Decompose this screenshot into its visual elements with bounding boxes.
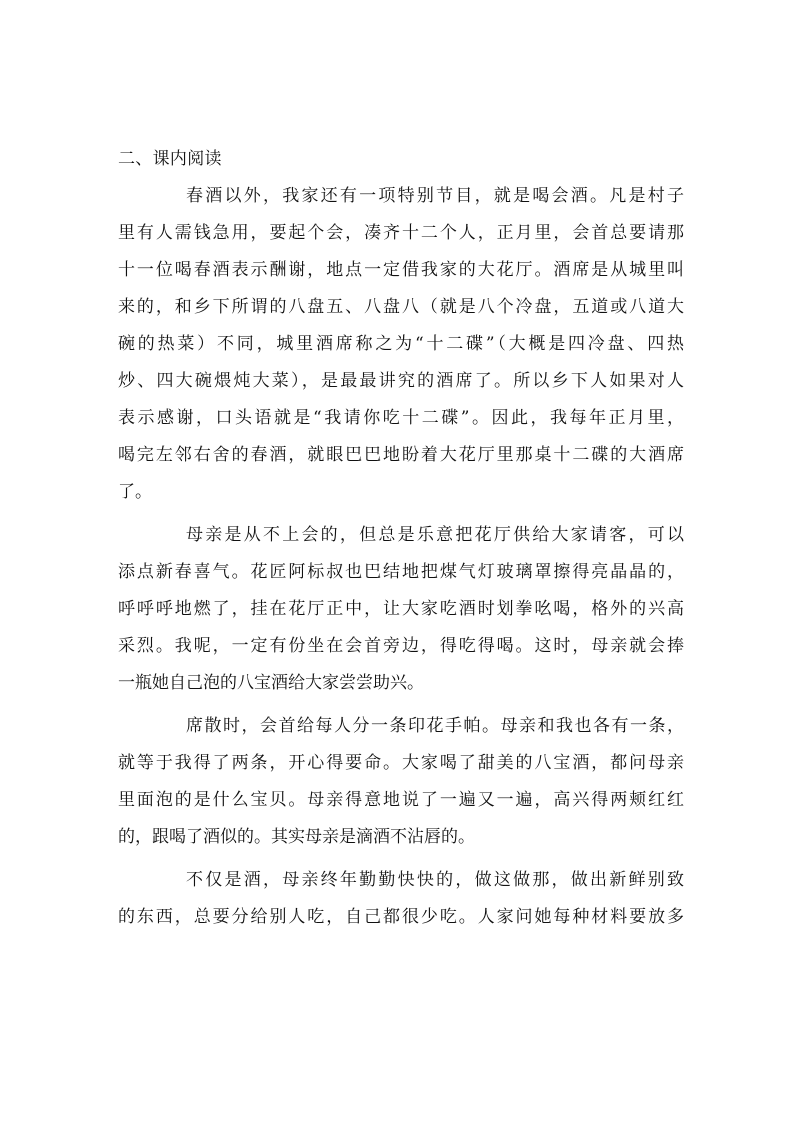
paragraph-4 [118, 862, 684, 936]
text-line: 添点新春喜气。花匠阿标叔也巴结地把煤气灯玻璃罩擦得亮晶晶的， [118, 562, 684, 582]
paragraph-3 [118, 708, 684, 856]
text-line: 里面泡的是什么宝贝。母亲得意地说了一遍又一遍，高兴得两颊红红 [118, 790, 684, 810]
text-line: 一瓶她自己泡的八宝酒给大家尝尝助兴。 [118, 673, 424, 693]
paragraph-1 [118, 178, 684, 511]
text-line: 春酒以外，我家还有一项特别节目，就是喝会酒。凡是村子 [186, 186, 684, 206]
text-line: 呼呼呼地燃了，挂在花厅正中，让大家吃酒时划拳吆喝，格外的兴高 [118, 599, 684, 619]
text-line: 里有人需钱急用，要起个会，凑齐十二个人，正月里，会首总要请那 [118, 223, 684, 243]
document-page [118, 140, 684, 942]
section-heading: 二、课内阅读 [118, 149, 222, 169]
text-line: 炒、四大碗煨炖大菜），是最最讲究的酒席了。所以乡下人如果对人 [118, 371, 684, 391]
text-line: 母亲是从不上会的，但总是乐意把花厅供给大家请客，可以 [186, 525, 684, 545]
text-line: 的，跟喝了酒似的。其实母亲是滴酒不沾唇的。 [118, 827, 475, 847]
text-line: 了。 [118, 482, 152, 502]
text-line: 不仅是酒，母亲终年勤勤快快的，做这做那，做出新鲜别致 [186, 870, 684, 890]
text-line: 就等于我得了两条，开心得要命。大家喝了甜美的八宝酒，都问母亲 [118, 753, 684, 773]
text-line: 来的，和乡下所谓的八盘五、八盘八（就是八个冷盘，五道或八道大 [118, 297, 684, 317]
text-line: 表示感谢，口头语就是“我请你吃十二碟”。因此，我每年正月里， [118, 408, 684, 428]
text-line: 碗的热菜）不同，城里酒席称之为“十二碟”（大概是四冷盘、四热 [118, 334, 684, 354]
text-line: 十一位喝春酒表示酬谢，地点一定借我家的大花厅。酒席是从城里叫 [118, 260, 684, 280]
text-line: 喝完左邻右舍的春酒，就眼巴巴地盼着大花厅里那桌十二碟的大酒席 [118, 445, 684, 465]
text-line: 采烈。我呢，一定有份坐在会首旁边，得吃得喝。这时，母亲就会捧 [118, 636, 684, 656]
text-line: 席散时，会首给每人分一条印花手帕。母亲和我也各有一条， [186, 716, 684, 736]
text-line: 的东西，总要分给别人吃，自己都很少吃。人家问她每种材料要放多 [118, 907, 684, 927]
paragraph-2 [118, 517, 684, 702]
